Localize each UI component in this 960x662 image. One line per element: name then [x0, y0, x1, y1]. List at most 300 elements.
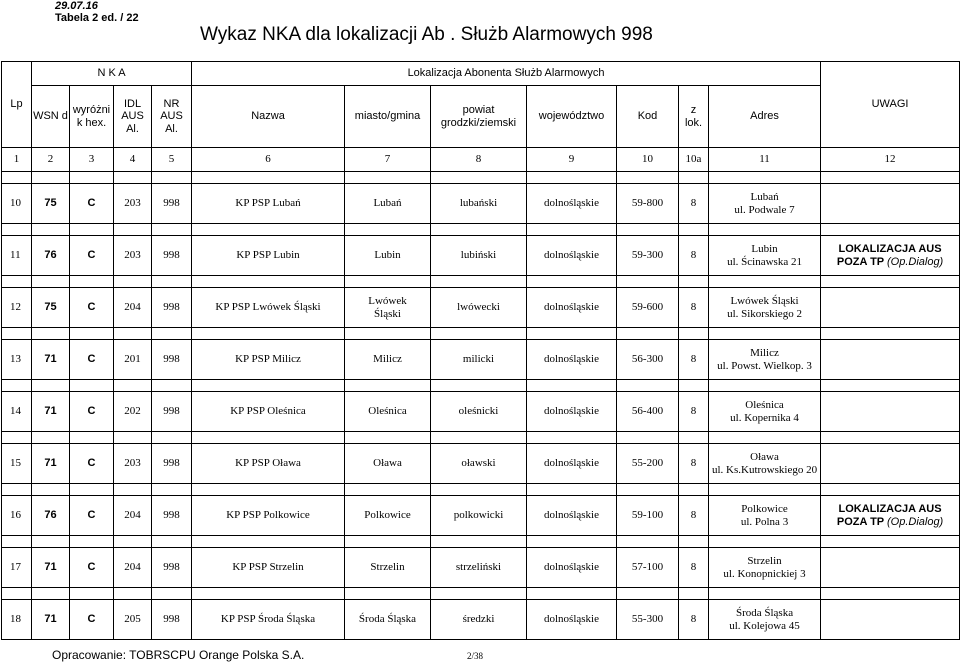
cell-lp [2, 392, 32, 432]
header-row-groups [2, 62, 960, 86]
spacer-cell [431, 588, 527, 600]
cell-powiat-line: polkowicki [453, 509, 504, 522]
spacer-cell [192, 276, 345, 288]
col-number: 1 [2, 148, 32, 172]
cell-powiat [431, 444, 527, 484]
cell-miasto-line: Milicz [373, 353, 402, 366]
document-date: 29.07.16 [55, 0, 98, 12]
cell-wsn [32, 496, 70, 536]
cell-wsn-line: 76 [44, 509, 57, 522]
cell-kod-line: 56-400 [631, 405, 664, 418]
cell-lp [2, 288, 32, 328]
cell-miasto [345, 288, 431, 328]
cell-lp [2, 548, 32, 588]
cell-wsn-line: 71 [44, 457, 57, 470]
cell-nazwa-line: KP PSP Lwówek Śląski [215, 301, 321, 314]
cell-wojewodztwo [527, 392, 617, 432]
cell-idl-line: 204 [124, 509, 141, 522]
table-reference: Tabela 2 ed. / 22 [55, 12, 139, 24]
col-number: 6 [192, 148, 345, 172]
cell-lp-line: 10 [10, 197, 21, 210]
cell-lp [2, 184, 32, 224]
header-idl-line: AUS [121, 110, 144, 123]
spacer-cell [345, 484, 431, 496]
cell-kod [617, 184, 679, 224]
table-row [2, 548, 960, 588]
uwagi-operator: (Op.Dialog) [886, 515, 944, 528]
cell-lp [2, 340, 32, 380]
cell-wsn [32, 288, 70, 328]
spacer-cell [32, 172, 70, 184]
cell-wyrozni [70, 496, 114, 536]
cell-nazwa [192, 184, 345, 224]
cell-miasto-line: Lwówek [368, 294, 407, 307]
spacer-cell [192, 536, 345, 548]
spacer-cell [431, 536, 527, 548]
spacer-cell [431, 484, 527, 496]
spacer-cell [114, 276, 152, 288]
spacer-cell [70, 172, 114, 184]
cell-idl-line: 205 [124, 613, 141, 626]
spacer-cell [70, 432, 114, 444]
header-wyrozni-line: wyróżni [72, 103, 111, 116]
col-number: 10a [679, 148, 709, 172]
cell-idl-line: 201 [124, 353, 141, 366]
cell-lp-line: 18 [10, 613, 21, 626]
cell-adres-line: Lubań [750, 190, 779, 203]
spacer-cell [32, 588, 70, 600]
cell-nazwa [192, 548, 345, 588]
col-number: 2 [32, 148, 70, 172]
row-spacer [2, 484, 960, 496]
cell-kod [617, 236, 679, 276]
table-row [2, 496, 960, 536]
spacer-cell [617, 276, 679, 288]
col-number: 5 [152, 148, 192, 172]
cell-adres [709, 496, 821, 536]
cell-z-line: 8 [690, 561, 697, 574]
spacer-cell [70, 380, 114, 392]
spacer-cell [709, 484, 821, 496]
cell-wsn-line: 71 [44, 353, 57, 366]
cell-adres [709, 184, 821, 224]
cell-z-line: 8 [690, 457, 697, 470]
spacer-cell [527, 484, 617, 496]
cell-wyrozni [70, 236, 114, 276]
cell-wsn [32, 444, 70, 484]
cell-miasto-line: Strzelin [370, 561, 405, 574]
cell-wojewodztwo-line: dolnośląskie [544, 353, 599, 366]
cell-wsn-line: 71 [44, 405, 57, 418]
cell-wyrozni [70, 600, 114, 640]
spacer-cell [431, 328, 527, 340]
cell-nr [152, 600, 192, 640]
cell-z-line: 8 [690, 613, 697, 626]
spacer-cell [114, 588, 152, 600]
spacer-cell [679, 432, 709, 444]
cell-powiat [431, 288, 527, 328]
spacer-cell [70, 276, 114, 288]
spacer-cell [192, 432, 345, 444]
cell-z [679, 340, 709, 380]
spacer-cell [345, 380, 431, 392]
spacer-cell [152, 328, 192, 340]
cell-powiat [431, 392, 527, 432]
spacer-cell [70, 224, 114, 236]
header-lp: Lp [2, 62, 32, 148]
uwagi-operator: (Op.Dialog) [886, 255, 944, 268]
table-row [2, 340, 960, 380]
cell-z-line: 8 [690, 405, 697, 418]
cell-kod [617, 496, 679, 536]
cell-z [679, 496, 709, 536]
col-number: 10 [617, 148, 679, 172]
spacer-cell [431, 224, 527, 236]
cell-wyrozni-line: C [87, 405, 96, 418]
cell-kod-line: 59-300 [631, 249, 664, 262]
cell-wyrozni [70, 548, 114, 588]
cell-nr [152, 236, 192, 276]
cell-lp-line: 14 [10, 405, 21, 418]
cell-miasto [345, 392, 431, 432]
cell-wsn-line: 71 [44, 561, 57, 574]
cell-wojewodztwo-line: dolnośląskie [544, 197, 599, 210]
spacer-cell [114, 484, 152, 496]
cell-powiat-line: milicki [462, 353, 495, 366]
spacer-cell [192, 380, 345, 392]
cell-wojewodztwo [527, 288, 617, 328]
cell-z-line: 8 [690, 197, 697, 210]
spacer-cell [821, 536, 960, 548]
cell-uwagi [821, 600, 960, 640]
cell-miasto-line: Lubań [373, 197, 402, 210]
spacer-cell [527, 536, 617, 548]
cell-wyrozni-line: C [87, 613, 96, 626]
uwagi-line: LOKALIZACJA AUS [838, 242, 942, 255]
spacer-cell [2, 276, 32, 288]
spacer-cell [679, 588, 709, 600]
uwagi-line: LOKALIZACJA AUS [838, 502, 942, 515]
spacer-cell [617, 432, 679, 444]
cell-adres [709, 392, 821, 432]
spacer-cell [152, 172, 192, 184]
spacer-cell [152, 276, 192, 288]
cell-z [679, 288, 709, 328]
cell-adres-line: Oleśnica [745, 398, 784, 411]
cell-idl [114, 236, 152, 276]
page-title: Wykaz NKA dla lokalizacji Ab . Służb Alarmowych 998 [200, 24, 653, 45]
spacer-cell [679, 484, 709, 496]
header-nr-line: AUS [160, 110, 183, 123]
cell-powiat-line: lwówecki [457, 301, 500, 314]
spacer-cell [679, 380, 709, 392]
row-spacer [2, 172, 960, 184]
cell-nr [152, 288, 192, 328]
spacer-cell [114, 536, 152, 548]
spacer-cell [114, 172, 152, 184]
cell-idl-line: 203 [124, 457, 141, 470]
cell-adres-line: ul. Kopernika 4 [730, 411, 799, 424]
cell-nr-line: 998 [163, 561, 180, 574]
table-row [2, 444, 960, 484]
cell-idl [114, 600, 152, 640]
spacer-cell [114, 328, 152, 340]
cell-uwagi [821, 340, 960, 380]
spacer-cell [617, 172, 679, 184]
cell-nazwa-line: KP PSP Oleśnica [230, 405, 306, 418]
cell-adres-line: ul. Sikorskiego 2 [727, 307, 802, 320]
cell-wyrozni-line: C [87, 353, 96, 366]
spacer-cell [70, 588, 114, 600]
cell-lp [2, 496, 32, 536]
header-wojewodztwo: województwo [527, 86, 617, 148]
cell-nazwa [192, 496, 345, 536]
cell-wyrozni [70, 340, 114, 380]
cell-idl-line: 202 [124, 405, 141, 418]
spacer-cell [2, 536, 32, 548]
cell-z [679, 548, 709, 588]
spacer-cell [821, 588, 960, 600]
cell-wyrozni [70, 184, 114, 224]
cell-powiat-line: lubiński [460, 249, 497, 262]
row-spacer [2, 432, 960, 444]
spacer-cell [345, 536, 431, 548]
cell-nazwa-line: KP PSP Strzelin [232, 561, 304, 574]
cell-miasto [345, 600, 431, 640]
header-powiat [431, 86, 527, 148]
cell-adres-line: Środa Śląska [735, 606, 794, 619]
spacer-cell [152, 224, 192, 236]
header-wyrozni [70, 86, 114, 148]
spacer-cell [709, 224, 821, 236]
cell-kod [617, 340, 679, 380]
footer-prepared: Opracowanie: TOBRSCPU Orange Polska S.A. [52, 648, 305, 662]
cell-wyrozni [70, 288, 114, 328]
header-idl-line: Al. [126, 122, 139, 135]
spacer-cell [527, 432, 617, 444]
cell-lp-line: 13 [10, 353, 21, 366]
cell-idl [114, 184, 152, 224]
cell-wsn [32, 600, 70, 640]
spacer-cell [152, 484, 192, 496]
spacer-cell [152, 432, 192, 444]
spacer-cell [527, 172, 617, 184]
cell-nr-line: 998 [163, 405, 180, 418]
spacer-cell [679, 224, 709, 236]
header-nazwa: Nazwa [192, 86, 345, 148]
spacer-cell [821, 172, 960, 184]
spacer-cell [431, 172, 527, 184]
spacer-cell [431, 276, 527, 288]
cell-wojewodztwo [527, 340, 617, 380]
cell-wsn [32, 184, 70, 224]
header-idl-line: IDL [123, 97, 142, 110]
cell-idl-line: 204 [124, 561, 141, 574]
row-spacer [2, 224, 960, 236]
cell-z [679, 236, 709, 276]
cell-nazwa [192, 392, 345, 432]
spacer-cell [192, 224, 345, 236]
cell-wojewodztwo [527, 184, 617, 224]
header-nr-line: NR [163, 97, 180, 110]
cell-miasto [345, 496, 431, 536]
cell-kod-line: 57-100 [631, 561, 664, 574]
spacer-cell [821, 484, 960, 496]
spacer-cell [2, 380, 32, 392]
cell-wojewodztwo-line: dolnośląskie [544, 249, 599, 262]
cell-kod [617, 548, 679, 588]
cell-wyrozni-line: C [87, 509, 96, 522]
cell-kod-line: 55-300 [631, 613, 664, 626]
cell-powiat-line: lubański [459, 197, 498, 210]
spacer-cell [709, 328, 821, 340]
cell-adres [709, 600, 821, 640]
cell-miasto [345, 184, 431, 224]
spacer-cell [617, 224, 679, 236]
col-number: 9 [527, 148, 617, 172]
spacer-cell [431, 380, 527, 392]
cell-wojewodztwo [527, 548, 617, 588]
cell-nazwa [192, 236, 345, 276]
header-nr [152, 86, 192, 148]
table-row [2, 600, 960, 640]
cell-adres [709, 288, 821, 328]
cell-z-line: 8 [690, 353, 697, 366]
cell-adres-line: ul. Podwale 7 [734, 203, 795, 216]
cell-powiat-line: średzki [462, 613, 495, 626]
spacer-cell [527, 276, 617, 288]
cell-wojewodztwo-line: dolnośląskie [544, 509, 599, 522]
cell-wsn-line: 76 [44, 249, 57, 262]
spacer-cell [527, 380, 617, 392]
spacer-cell [32, 484, 70, 496]
cell-wsn-line: 71 [44, 613, 57, 626]
cell-wsn [32, 236, 70, 276]
cell-adres-line: ul. Ks.Kutrowskiego 20 [711, 463, 818, 476]
cell-nazwa [192, 340, 345, 380]
cell-adres-line: ul. Ścinawska 21 [727, 255, 802, 268]
spacer-cell [192, 588, 345, 600]
header-wyrozni-line: k hex. [76, 116, 107, 129]
spacer-cell [709, 536, 821, 548]
spacer-cell [345, 276, 431, 288]
cell-nazwa [192, 600, 345, 640]
cell-miasto [345, 340, 431, 380]
col-number: 4 [114, 148, 152, 172]
row-spacer [2, 588, 960, 600]
cell-wyrozni-line: C [87, 197, 96, 210]
page-number: 2/38 [467, 651, 484, 661]
spacer-cell [431, 432, 527, 444]
cell-lp [2, 600, 32, 640]
spacer-cell [679, 276, 709, 288]
cell-idl [114, 392, 152, 432]
cell-lp-line: 15 [10, 457, 21, 470]
spacer-cell [32, 380, 70, 392]
spacer-cell [152, 380, 192, 392]
cell-z-line: 8 [690, 301, 697, 314]
cell-adres [709, 548, 821, 588]
spacer-cell [114, 380, 152, 392]
cell-adres [709, 444, 821, 484]
uwagi-line: POZA TP (Op.Dialog) [836, 255, 944, 268]
nka-table [1, 61, 960, 640]
cell-wyrozni-line: C [87, 561, 96, 574]
cell-idl [114, 340, 152, 380]
cell-miasto [345, 444, 431, 484]
spacer-cell [70, 484, 114, 496]
cell-lp-line: 17 [10, 561, 21, 574]
cell-uwagi [821, 184, 960, 224]
cell-kod-line: 59-800 [631, 197, 664, 210]
spacer-cell [192, 172, 345, 184]
spacer-cell [709, 276, 821, 288]
cell-z-line: 8 [690, 509, 697, 522]
spacer-cell [32, 432, 70, 444]
spacer-cell [821, 328, 960, 340]
cell-adres-line: Oława [750, 450, 779, 463]
cell-nr-line: 998 [163, 457, 180, 470]
spacer-cell [2, 432, 32, 444]
cell-powiat [431, 496, 527, 536]
col-number: 11 [709, 148, 821, 172]
cell-miasto-line: Śląski [374, 307, 401, 320]
cell-wojewodztwo-line: dolnośląskie [544, 405, 599, 418]
spacer-cell [345, 328, 431, 340]
header-nr-line: Al. [165, 122, 178, 135]
cell-nr [152, 444, 192, 484]
header-kod: Kod [617, 86, 679, 148]
row-spacer [2, 276, 960, 288]
table-body [2, 172, 960, 640]
cell-idl [114, 444, 152, 484]
cell-lp [2, 444, 32, 484]
cell-nr [152, 340, 192, 380]
cell-nr-line: 998 [163, 249, 180, 262]
cell-nazwa-line: KP PSP Środa Śląska [220, 613, 316, 626]
spacer-cell [70, 536, 114, 548]
cell-z-line: 8 [690, 249, 697, 262]
cell-uwagi [821, 496, 960, 536]
cell-kod-line: 59-600 [631, 301, 664, 314]
spacer-cell [345, 432, 431, 444]
cell-uwagi [821, 548, 960, 588]
header-row-columns [2, 86, 960, 148]
cell-idl-line: 203 [124, 249, 141, 262]
cell-wsn-line: 75 [44, 197, 57, 210]
cell-nazwa-line: KP PSP Milicz [235, 353, 301, 366]
cell-adres-line: ul. Kolejowa 45 [729, 619, 800, 632]
cell-miasto [345, 548, 431, 588]
cell-adres-line: Polkowice [741, 502, 788, 515]
cell-wyrozni-line: C [87, 249, 96, 262]
header-uwagi: UWAGI [821, 62, 960, 148]
cell-uwagi [821, 236, 960, 276]
cell-adres-line: Milicz [750, 346, 779, 359]
cell-wyrozni [70, 392, 114, 432]
spacer-cell [821, 276, 960, 288]
cell-nazwa-line: KP PSP Oława [235, 457, 301, 470]
spacer-cell [709, 172, 821, 184]
header-zlok [679, 86, 709, 148]
cell-wsn-line: 75 [44, 301, 57, 314]
spacer-cell [679, 172, 709, 184]
cell-z [679, 184, 709, 224]
cell-nr [152, 496, 192, 536]
header-powiat-line: grodzki/ziemski [440, 116, 517, 129]
spacer-cell [617, 588, 679, 600]
spacer-cell [2, 224, 32, 236]
